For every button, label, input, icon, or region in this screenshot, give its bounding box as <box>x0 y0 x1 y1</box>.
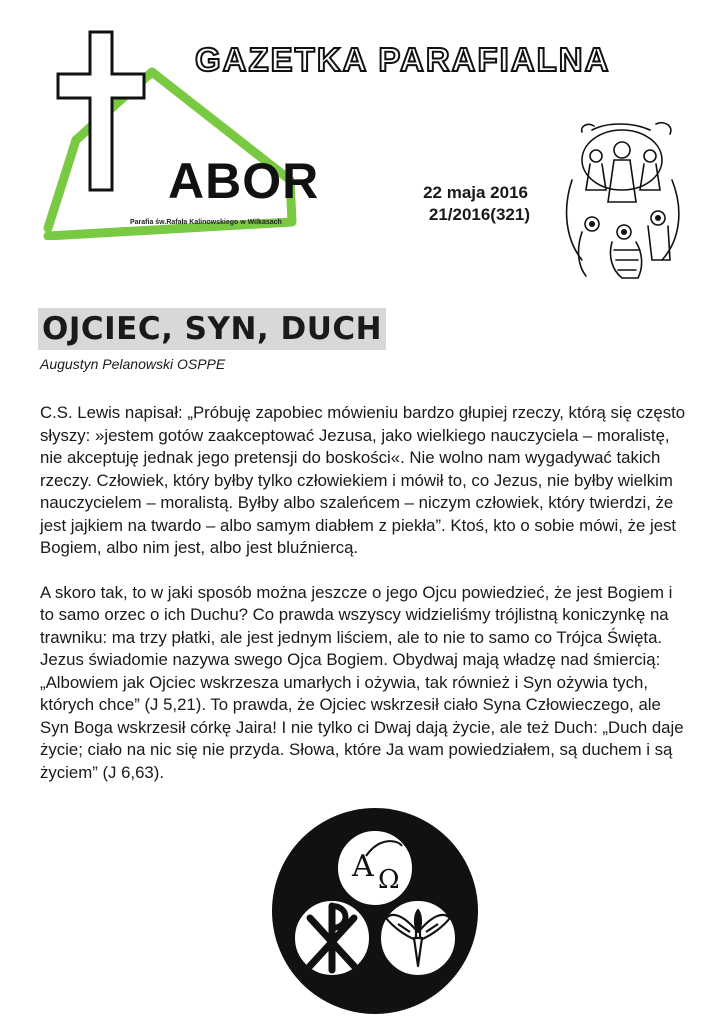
article-paragraph: A skoro tak, to w jaki sposób można jeszcze o jego Ojcu powiedzieć, że jest Bogiem i to samo orzec o ich Duchu? Co prawda wszyscy widzieliśmy trójlistną koniczynkę na trawniku: ma trzy płatki, ale jest jednym liściem, ale to nie to samo co Trójca Święta. Jezus świadomie nazywa swego Ojca Bogiem. Obydwaj mają władzę nad śmiercią: „Albowiem jak Ojciec wskrzesza umarłych i ożywia, tak również i Syn ożywia tych, których chce” (J 5,21). To prawda, że Ojciec wskrzesił ciało Syna Człowieczego, ale Syn Boga wskrzesił córkę Jaira! I nie tylko ci Dwaj dają życie, ale też Duch: „Duch daje życie; ciało na nic się nie przyda. Słowa, które Ja wam powiedziałem, są duchem i są życiem” (J 6,63). <box>40 582 684 782</box>
logo-word: ABOR <box>168 153 320 209</box>
article-paragraph: C.S. Lewis napisał: „Próbuję zapobiec mówieniu bardzo głupiej rzeczy, którą się często słyszy: »jestem gotów zaakceptować Jezusa, jako wielkiego nauczyciela – moralistę, nie akceptuję jednak jego pretensji do boskości«. Nie wolno nam wygadywać takich rzeczy. Człowiek, który byłby tylko człowiekiem i mówił to, co Jezus, nie byłby wielkim nauczycielem – moralistą. Byłby albo szaleńcem – niczym człowiek, który twierdzi, że jest jajkiem na twardo – albo samym diabłem z piekła”. Ktoś, kto o sobie mówi, że jest Bogiem, albo nim jest, albo jest bluźniercą. <box>40 403 686 557</box>
article-title: OJCIEC, SYN, DUCH <box>38 308 386 350</box>
issue-number: 21/2016(321) <box>428 205 530 224</box>
parish-logo <box>40 30 320 240</box>
article-body <box>40 402 690 806</box>
transfiguration-illustration <box>552 120 692 282</box>
svg-text:Ω: Ω <box>378 865 400 895</box>
trinity-emblem <box>270 806 480 1016</box>
article-author: Augustyn Pelanowski OSPPE <box>40 356 226 372</box>
issue-date: 22 maja 2016 <box>423 183 528 202</box>
masthead-title-text: GAZETKA PARAFIALNA <box>195 41 611 78</box>
svg-text:A: A <box>352 849 374 884</box>
issue-info <box>390 182 530 226</box>
logo-subtitle: Parafia św.Rafała Kalinowskiego w Wilkasach <box>130 219 282 226</box>
